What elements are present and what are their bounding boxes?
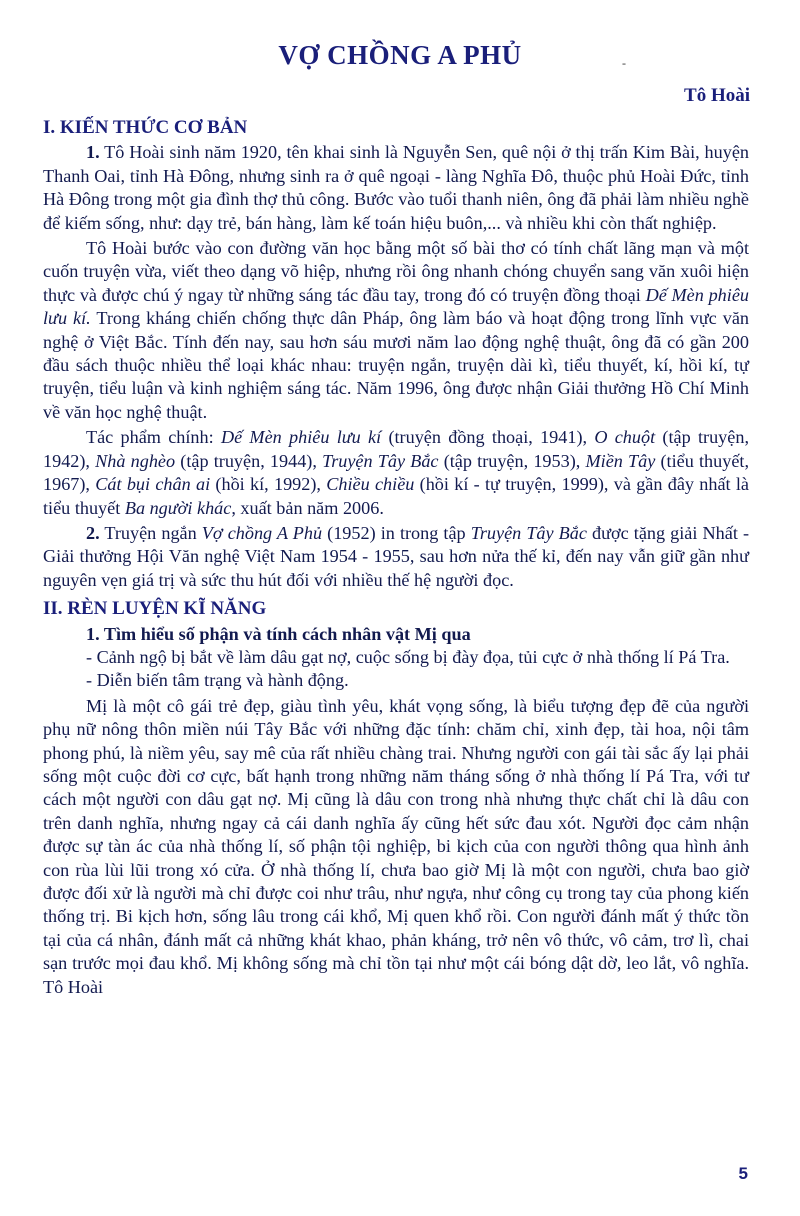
paragraph-text: Tô Hoài sinh năm 1920, tên khai sinh là Nguyễn Sen, quê nội ở thị trấn Kim Bài, huyện Thanh Oai, tỉnh Hà Đông, nhưng sinh ra ở quê ngoại - làng Nghĩa Đô, thuộc phủ Hoài Đức, tỉnh Hà Đông trong một gia đình thợ thủ công. Bước vào tuổi thanh niên, ông đã phải làm nhiều nghề để kiếm sống, như: dạy trẻ, bán hàng, làm kế toán hiệu buôn,... và nhiều khi còn thất nghiệp. [43,142,749,233]
paragraph-text: Tô Hoài bước vào con đường văn học bằng một số bài thơ có tính chất lãng mạn và một cuốn truyện vừa, viết theo dạng võ hiệp, nhưng rồi ông nhanh chóng chuyển sang văn xuôi hiện thực và được chú ý ngay từ những sáng tác đầu tay, trong đó có truyện đồng thoại [43,238,749,305]
paragraph-text: Trong kháng chiến chống thực dân Pháp, ông làm báo và hoạt động trong lĩnh vực văn nghệ ở Việt Bắc. Tính đến nay, sau hơn sáu mươi năm lao động nghệ thuật, ông đã có gần 200 đầu sách thuộc nhiều thể loại khác nhau: truyện ngắn, truyện dài kì, tiểu thuyết, kí, hồi kí, tự truyện, tiểu luận và kinh nghiệm sáng tác. Năm 1996, ông được nhận Giải thưởng Hồ Chí Minh về văn học nghệ thuật. [43,308,749,422]
author-name: Tô Hoài [684,85,750,106]
work-title: Nhà nghèo [95,450,176,471]
work-title: Truyện Tây Bắc [470,522,587,543]
work-title: Ba người khác [124,497,232,518]
paragraph-text: (tập truyện, 1942), [43,427,749,471]
bullet-1: - Cảnh ngộ bị bắt về làm dâu gạt nợ, cuộc sống bị đày đọa, tủi cực ở nhà thống lí Pá Tra. [86,646,730,667]
paragraph-number: 1. [86,142,100,163]
paragraph-text: (hồi kí - tự truyện, 1999), và gần đây nhất là tiểu thuyết [43,474,749,518]
paragraph-text: (tập truyện, 1953), [438,450,586,471]
bullet-2: - Diễn biến tâm trạng và hành động. [86,670,349,691]
work-title: Vợ chồng A Phủ [201,522,323,543]
work-title: Dế Mèn phiêu lưu kí [220,427,382,448]
work-title: Chiều chiều [326,474,415,495]
page-title: VỢ CHỒNG A PHỦ [278,40,522,70]
paragraph-number: 2. [86,522,100,543]
paragraph-text: (truyện đồng thoại, 1941), [381,427,595,448]
paragraph-text: (tập truyện, 1944), [175,450,323,471]
paragraph-text: (tiểu thuyết, 1967), [43,450,749,495]
paragraph-text: được tặng giải Nhất - Giải thưởng Hội Văn nghệ Việt Nam 1954 - 1955, sau hơn nửa thế kỉ, đến nay vẫn giữ gần như nguyên vẹn giá trị và sức thu hút đối với nhiều thế hệ người đọc. [43,522,750,590]
work-title: Truyện Tây Bắc [322,450,439,471]
work-title: Dế Mèn phiêu lưu kí. [43,284,749,329]
paragraph-5: Mị là một cô gái trẻ đẹp, giàu tình yêu, khát vọng sống, là biểu tượng đẹp đẽ của người phụ nữ nông thôn miền núi Tây Bắc với những đặc tính: chăm chỉ, xinh đẹp, tài hoa, nội tâm phong phú, là niềm yêu, say mê của rất nhiều chàng trai. Nhưng người con gái tài sắc ấy lại phải sống một cuộc đời cơ cực, bất hạnh trong những năm tháng sống ở nhà thống lí Pá Tra, với tư cách một người con dâu gạt nợ. Mị cũng là dâu con trong nhà nhưng thực chất chỉ là dâu con trên danh nghĩa, nhưng ngay cả cái danh nghĩa ấy cũng hết sức đau xót. Người đọc cảm nhận được sự tàn ác của nhà thống lí, số phận tội nghiệp, bi kịch của con người thông qua hình ảnh con rùa lùi lũi trong xó cửa. Ở nhà thống lí, chưa bao giờ Mị là một con người, chưa bao giờ được đối xử là người mà chỉ được coi như trâu, như ngựa, như công cụ trong tay của phong kiến thống trị. Bi kịch hơn, sống lâu trong cái khổ, Mị quen khổ rồi. Con người đánh mất ý thức tồn tại của cá nhân, đánh mất cả những khát khao, phản kháng, trở nên vô thức, vô cảm, trơ lì, chai sạn trước mọi đau khổ. Mị không sống mà chỉ tồn tại như một cái bóng dật dờ, leo lắt, vô nghĩa. Tô Hoài [43,695,749,997]
stray-mark: - [622,56,626,70]
paragraph-text: (1952) in trong tập [322,522,471,543]
work-title: Cát bụi chân ai [95,474,211,495]
paragraph-text: Truyện ngắn [99,522,202,543]
work-title: O chuột [594,427,656,448]
paragraph-3 [43,426,749,520]
paragraph-text: (hồi kí, 1992), [210,474,327,495]
page-number: 5 [738,1164,748,1183]
paragraph-text: Tác phẩm chính: [86,427,221,448]
body-text [43,113,749,1001]
work-title: Miền Tây [585,450,656,471]
section-heading-2: II. RÈN LUYỆN KĨ NĂNG [43,598,267,620]
subsection-heading: 1. Tìm hiểu số phận và tính cách nhân vật Mị qua [86,623,471,644]
paragraph-1 [43,141,749,235]
paragraph-text: , xuất bản năm 2006. [231,497,384,518]
paragraph-2 [43,237,749,424]
section-heading-1: I. KIẾN THỨC CƠ BẢN [43,117,248,138]
paragraph-4 [43,522,749,592]
